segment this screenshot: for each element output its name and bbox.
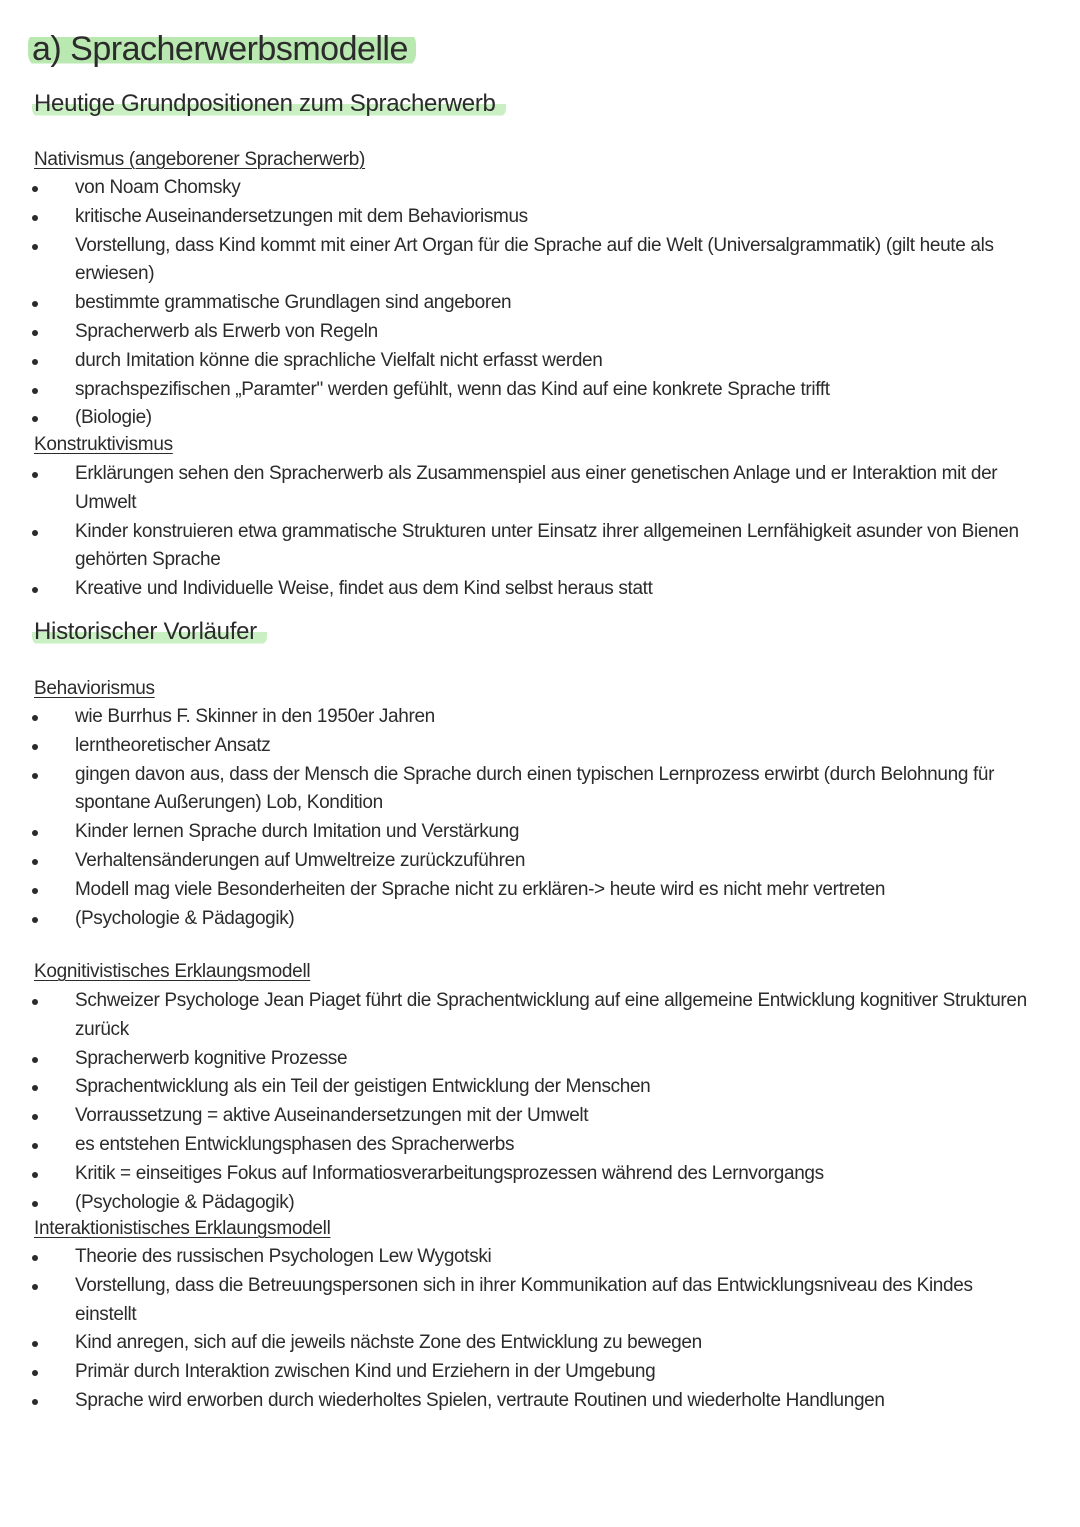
list-item: es entstehen Entwicklungsphasen des Spracherwerbs (30, 1131, 1030, 1160)
section-heading-heutige (32, 88, 506, 120)
list-item: Theorie des russischen Psychologen Lew Wygotski (30, 1243, 1030, 1272)
bullet-icon (32, 888, 38, 894)
subheading-nativismus: Nativismus (angeborener Spracherwerb) (34, 149, 366, 170)
bullet-icon (32, 1284, 38, 1290)
list-item: Schweizer Psychologe Jean Piaget führt die Sprachentwicklung auf eine allgemeine Entwicklung kognitiver Strukturen zurück (30, 987, 1030, 1045)
bullet-icon (32, 416, 38, 422)
list-konstruktivismus (30, 460, 1030, 604)
bullet-icon (32, 773, 38, 779)
list-kognitivistisch (30, 987, 1030, 1217)
bullet-icon (32, 186, 38, 192)
bullet-icon (32, 1143, 38, 1149)
list-item: Verhaltensänderungen auf Umweltreize zurückzuführen (30, 847, 1030, 876)
subheading-konstruktivismus: Konstruktivismus (34, 434, 173, 455)
section-heading-historisch-text: Historischer Vorläufer (32, 618, 267, 645)
list-item: Vorstellung, dass die Betreuungspersonen sich in ihrer Kommunikation auf das Entwicklungsniveau des Kindes einstellt (30, 1272, 1030, 1330)
list-item: Kind anregen, sich auf die jeweils nächste Zone des Entwicklung zu bewegen (30, 1329, 1030, 1358)
subheading-kognitivistisch: Kognitivistisches Erklaungsmodell (34, 961, 311, 982)
bullet-icon (32, 1057, 38, 1063)
bullet-icon (32, 999, 38, 1005)
bullet-icon (32, 359, 38, 365)
bullet-icon (32, 859, 38, 865)
list-item: Erklärungen sehen den Spracherwerb als Zusammenspiel aus einer genetischen Anlage und er Interaktion mit der Umwelt (30, 460, 1030, 518)
list-item: Primär durch Interaktion zwischen Kind und Erziehern in der Umgebung (30, 1358, 1030, 1387)
bullet-icon (32, 530, 38, 536)
list-item: sprachspezifischen „Paramter" werden gefühlt, wenn das Kind auf eine konkrete Sprache trifft (30, 376, 1030, 405)
bullet-icon (32, 330, 38, 336)
list-item: gingen davon aus, dass der Mensch die Sprache durch einen typischen Lernprozess erwirbt (durch Belohnung für spontane Außerungen) Lob, Kondition (30, 761, 1030, 819)
bullet-icon (32, 1172, 38, 1178)
bullet-icon (32, 301, 38, 307)
subheading-interaktionistisch: Interaktionistisches Erklaungsmodell (34, 1218, 331, 1239)
bullet-icon (32, 472, 38, 478)
bullet-icon (32, 917, 38, 923)
list-item: Kreative und Individuelle Weise, findet aus dem Kind selbst heraus statt (30, 575, 1030, 604)
list-item: Kinder konstruieren etwa grammatische Strukturen unter Einsatz ihrer allgemeinen Lernfähigkeit asunder von Bienen gehörten Sprache (30, 518, 1030, 576)
list-item: Sprache wird erworben durch wiederholtes Spielen, vertraute Routinen und wiederholte Handlungen (30, 1387, 1030, 1416)
list-item: bestimmte grammatische Grundlagen sind angeboren (30, 289, 1030, 318)
subheading-behaviorismus: Behaviorismus (34, 678, 155, 699)
list-item: Spracherwerb als Erwerb von Regeln (30, 318, 1030, 347)
list-nativismus (30, 174, 1030, 433)
bullet-icon (32, 744, 38, 750)
section-heading-historisch (32, 616, 267, 648)
list-item: Modell mag viele Besonderheiten der Sprache nicht zu erklären-> heute wird es nicht mehr vertreten (30, 876, 1030, 905)
list-item: Kinder lernen Sprache durch Imitation und Verstärkung (30, 818, 1030, 847)
bullet-icon (32, 1399, 38, 1405)
bullet-icon (32, 215, 38, 221)
list-interaktionistisch (30, 1243, 1030, 1416)
list-item: (Psychologie & Pädagogik) (30, 1189, 1030, 1218)
bullet-icon (32, 1114, 38, 1120)
bullet-icon (32, 244, 38, 250)
list-item: lerntheoretischer Ansatz (30, 732, 1030, 761)
list-item: Spracherwerb kognitive Prozesse (30, 1045, 1030, 1074)
list-item: (Biologie) (30, 404, 1030, 433)
page-title-text: a) Spracherwerbsmodelle (28, 30, 416, 68)
bullet-icon (32, 830, 38, 836)
bullet-icon (32, 1201, 38, 1207)
list-item: Vorraussetzung = aktive Auseinandersetzungen mit der Umwelt (30, 1102, 1030, 1131)
list-item: Sprachentwicklung als ein Teil der geistigen Entwicklung der Menschen (30, 1073, 1030, 1102)
bullet-icon (32, 715, 38, 721)
list-behaviorismus (30, 703, 1030, 933)
bullet-icon (32, 388, 38, 394)
bullet-icon (32, 1255, 38, 1261)
list-item: durch Imitation könne die sprachliche Vielfalt nicht erfasst werden (30, 347, 1030, 376)
page-title (28, 28, 416, 70)
bullet-icon (32, 1341, 38, 1347)
list-item: kritische Auseinandersetzungen mit dem Behaviorismus (30, 203, 1030, 232)
bullet-icon (32, 1370, 38, 1376)
bullet-icon (32, 587, 38, 593)
list-item: von Noam Chomsky (30, 174, 1030, 203)
list-item: wie Burrhus F. Skinner in den 1950er Jahren (30, 703, 1030, 732)
bullet-icon (32, 1085, 38, 1091)
list-item: Vorstellung, dass Kind kommt mit einer Art Organ für die Sprache auf die Welt (Universalgrammatik) (gilt heute als erwiesen) (30, 232, 1030, 290)
section-heading-heutige-text: Heutige Grundpositionen zum Spracherwerb (32, 90, 506, 117)
list-item: Kritik = einseitiges Fokus auf Informatiosverarbeitungsprozessen während des Lernvorgangs (30, 1160, 1030, 1189)
list-item: (Psychologie & Pädagogik) (30, 905, 1030, 934)
